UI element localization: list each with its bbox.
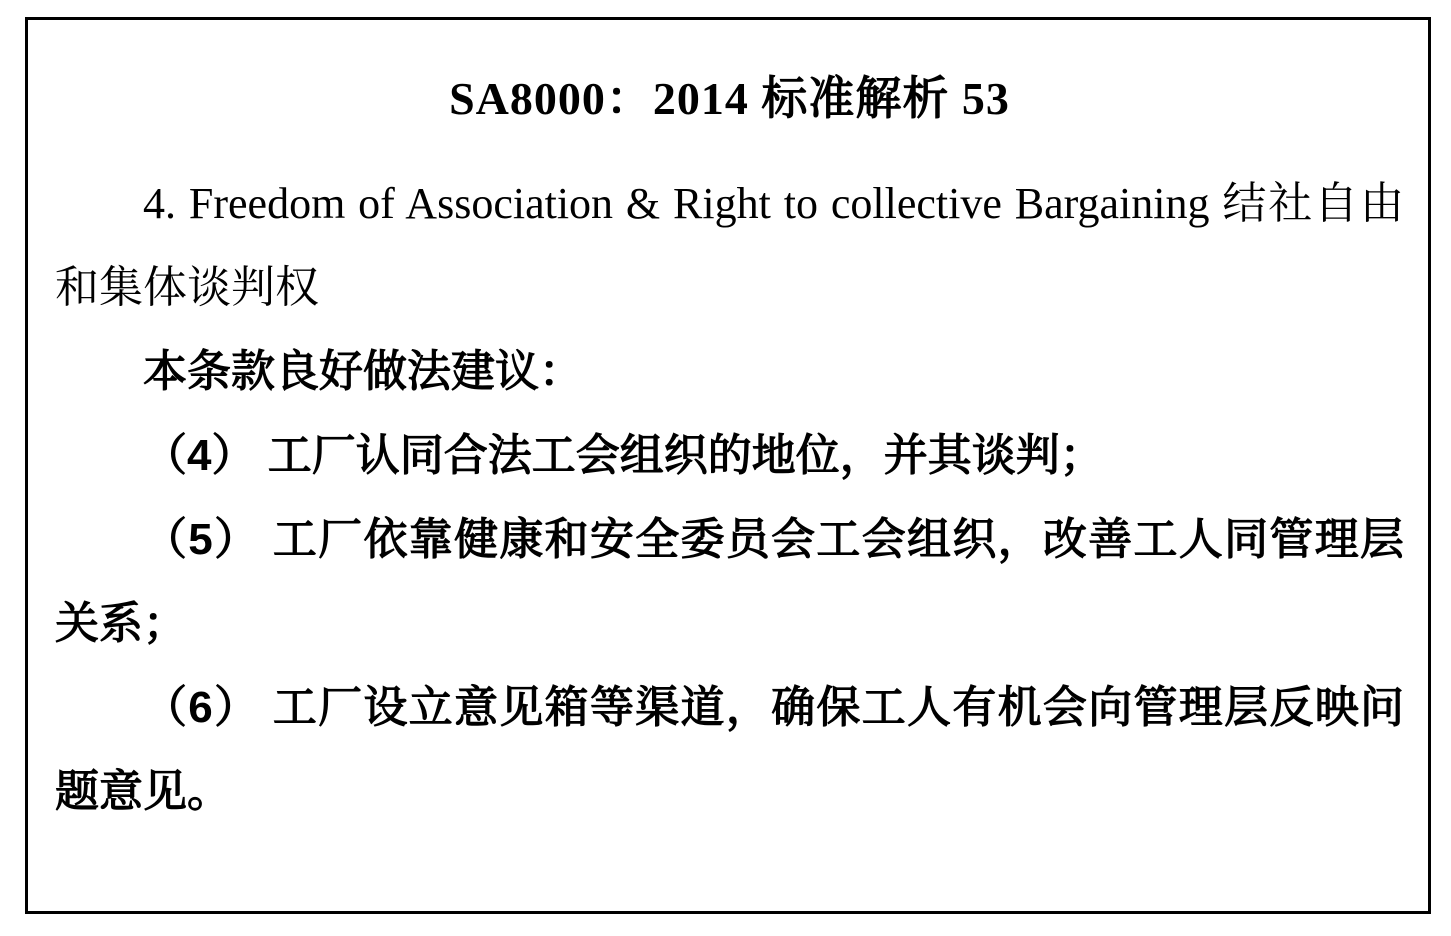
paragraph-item-4: （4） 工厂认同合法工会组织的地位，并其谈判； [143,431,1104,480]
document-title: SA8000：2014 标准解析 53 [449,73,1010,124]
document-border [25,17,1431,914]
paragraph-section-heading: 4. Freedom of Association & Right to collective Bargaining 结社自由和集体谈判权 [55,179,1404,312]
paragraph-item-6: （6） 工厂设立意见箱等渠道，确保工人有机会向管理层反映问题意见。 [55,683,1404,816]
paragraph-recommendation-heading: 本条款良好做法建议： [143,347,583,396]
paragraph-item-5: （5） 工厂依靠健康和安全委员会工会组织，改善工人同管理层关系； [55,515,1404,648]
